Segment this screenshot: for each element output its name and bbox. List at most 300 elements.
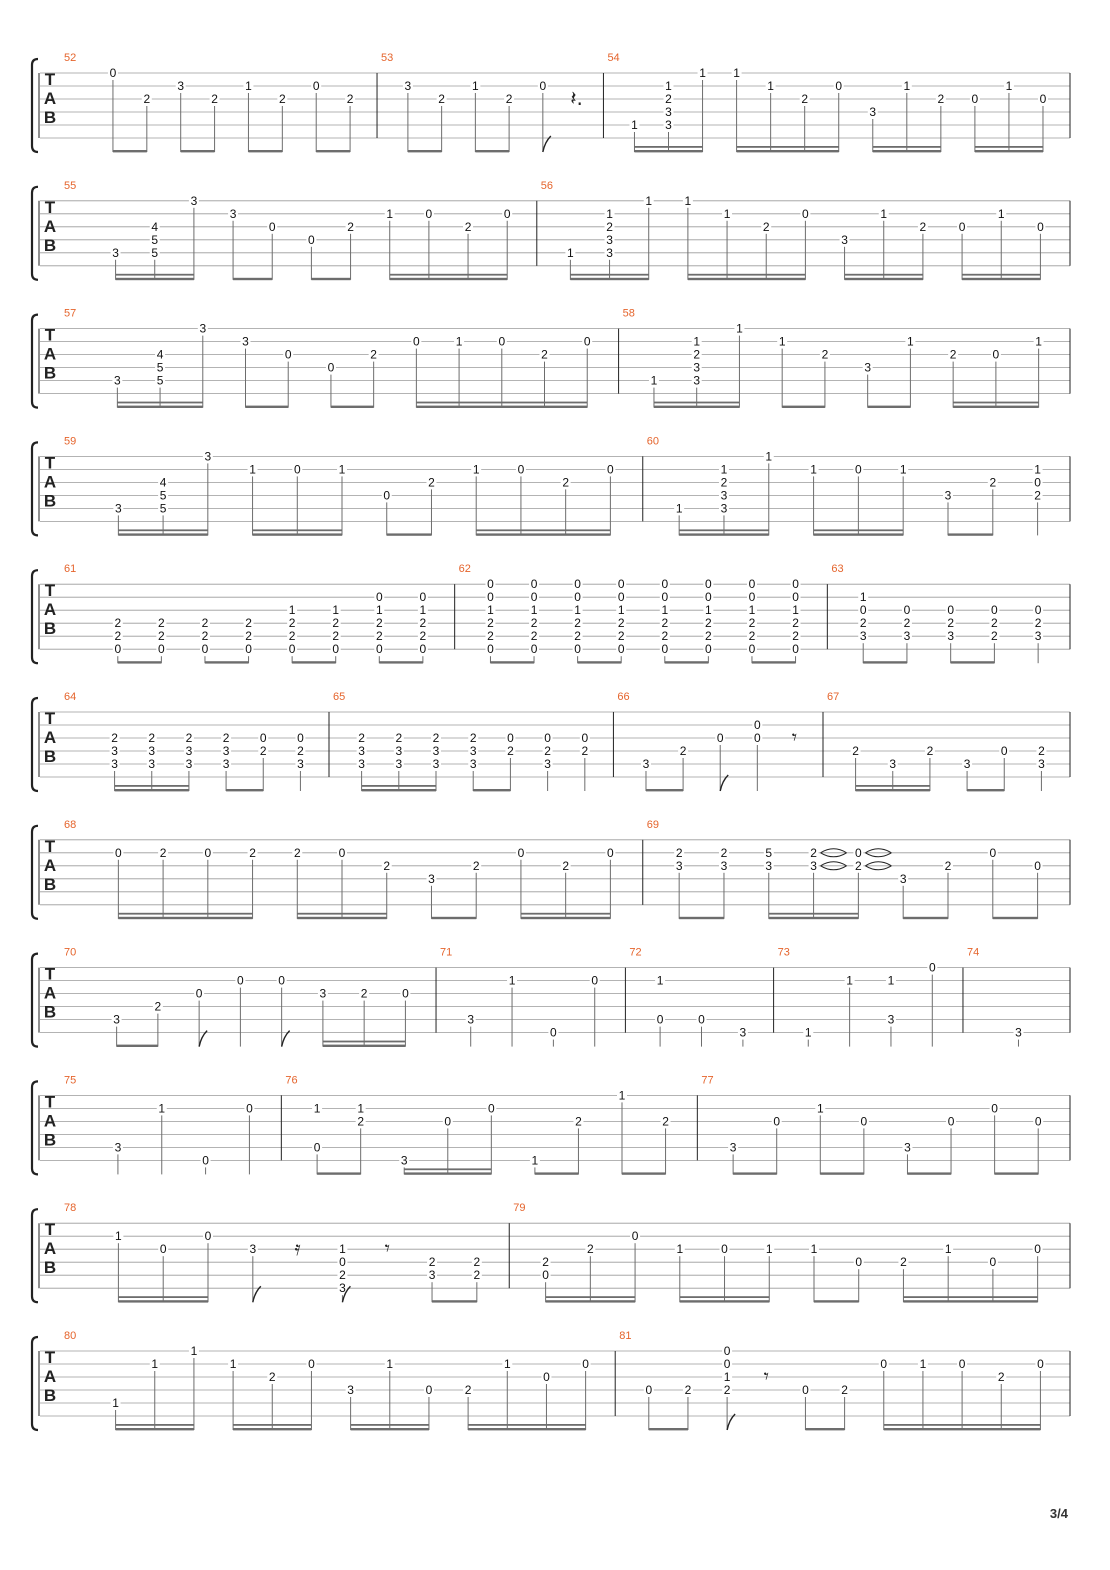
fret-number: 1 xyxy=(288,603,296,618)
fret-number: 3 xyxy=(963,757,971,771)
note-beam-secondary xyxy=(856,785,930,787)
fret-number: 0 xyxy=(332,642,340,657)
note-beam xyxy=(118,661,162,663)
note-beam xyxy=(820,1172,864,1174)
fret-number: 0 xyxy=(631,1229,639,1244)
note-beam-secondary xyxy=(297,913,386,915)
fret-number: 2 xyxy=(675,845,683,860)
fret-number: 1 xyxy=(919,1357,927,1371)
tab-clef-letter: B xyxy=(43,874,57,894)
fret-number: 5 xyxy=(151,232,159,247)
note-beam-secondary xyxy=(351,1424,429,1426)
note-beam xyxy=(578,661,622,663)
fret-number: 1 xyxy=(487,603,494,618)
fret-number: 0 xyxy=(530,577,538,592)
fret-number: 2 xyxy=(810,845,817,860)
fret-number: 0 xyxy=(753,731,761,745)
note-beam xyxy=(903,917,948,919)
fret-number: 0 xyxy=(645,1383,653,1397)
fret-number: 0 xyxy=(278,973,285,988)
fret-number: 0 xyxy=(748,577,756,592)
fret-number: 2 xyxy=(617,629,625,644)
fret-number: 2 xyxy=(542,1255,549,1270)
tab-clef-letter: B xyxy=(43,619,57,639)
fret-number: 2 xyxy=(432,731,440,745)
fret-number: 4 xyxy=(156,347,164,362)
fret-number: 3 xyxy=(693,373,701,388)
fret-number: 1 xyxy=(661,603,669,618)
fret-number: 1 xyxy=(1005,79,1013,93)
fret-number: 3 xyxy=(1038,757,1045,771)
note-beam-secondary xyxy=(679,529,769,531)
fret-number: 0 xyxy=(308,1357,315,1371)
fret-number: 0 xyxy=(880,1357,888,1371)
fret-number: 0 xyxy=(958,219,966,234)
fret-number: 2 xyxy=(530,616,538,631)
fret-number: 2 xyxy=(903,616,911,631)
fret-number: 3 xyxy=(720,488,728,503)
tab-clef-letter: T xyxy=(44,709,56,728)
fret-number: 1 xyxy=(190,1344,198,1358)
fret-number: 1 xyxy=(720,462,728,477)
fret-number: 2 xyxy=(530,629,538,644)
measure-number: 54 xyxy=(607,52,620,64)
fret-number: 1 xyxy=(723,206,731,221)
note-beam xyxy=(679,533,769,535)
fret-number: 2 xyxy=(211,92,218,106)
note-beam xyxy=(116,278,194,280)
fret-number: 0 xyxy=(444,1114,452,1129)
tab-clef-letter: T xyxy=(44,964,56,984)
fret-number: 2 xyxy=(201,629,209,644)
fret-number: 0 xyxy=(543,1370,550,1384)
fret-number: 0 xyxy=(860,1114,868,1129)
fret-number: 2 xyxy=(801,92,809,106)
fret-number: 1 xyxy=(675,501,683,516)
note-beam xyxy=(907,1172,951,1174)
note-beam xyxy=(468,1428,586,1430)
fret-number: 2 xyxy=(428,475,435,490)
fret-number: 3 xyxy=(810,858,817,873)
fret-number: 2 xyxy=(278,92,286,106)
fret-number: 3 xyxy=(469,757,477,771)
fret-number: 0 xyxy=(115,845,122,860)
fret-number: 0 xyxy=(498,334,506,349)
measure-number: 70 xyxy=(64,946,77,959)
measure-number: 61 xyxy=(64,563,77,576)
note-beam xyxy=(475,150,509,152)
measure-number: 65 xyxy=(333,691,346,703)
fret-number: 0 xyxy=(574,590,581,605)
fret-number: 2 xyxy=(159,845,167,860)
fret-number: 2 xyxy=(507,744,514,758)
system-bracket xyxy=(32,442,38,535)
fret-number: 5 xyxy=(159,488,167,503)
fret-number: 0 xyxy=(607,845,614,860)
fret-number: 1 xyxy=(339,1242,346,1257)
fret-number: 2 xyxy=(606,219,613,234)
fret-number: 2 xyxy=(143,92,151,106)
fret-number: 0 xyxy=(1034,1114,1042,1129)
fret-number: 3 xyxy=(249,1242,257,1257)
fret-number: 0 xyxy=(284,347,292,362)
note-beam xyxy=(351,1428,429,1430)
fret-number: 2 xyxy=(947,616,955,631)
fret-number: 1 xyxy=(567,245,574,260)
fret-number: 1 xyxy=(767,79,774,93)
fret-number: 4 xyxy=(159,475,167,490)
note-beam xyxy=(951,661,995,663)
fret-number: 2 xyxy=(370,347,377,362)
measure-number: 57 xyxy=(64,307,77,320)
note-beam xyxy=(769,917,859,919)
fret-number: 2 xyxy=(855,858,862,873)
note-beam-secondary xyxy=(654,402,739,404)
fret-number: 0 xyxy=(991,603,998,618)
fret-number: 2 xyxy=(332,616,340,631)
fret-number: 0 xyxy=(259,731,267,745)
note-beam-secondary xyxy=(117,402,202,404)
fret-number: 2 xyxy=(989,475,997,490)
fret-number: 0 xyxy=(1034,475,1041,490)
fret-number: 1 xyxy=(810,462,817,477)
fret-number: 2 xyxy=(748,629,756,644)
fret-number: 2 xyxy=(919,219,927,234)
tab-clef-letter: T xyxy=(44,1348,56,1367)
fret-number: 0 xyxy=(158,642,165,657)
note-beam xyxy=(490,661,534,663)
fret-number: 2 xyxy=(944,858,952,873)
note-beam-secondary xyxy=(903,1296,1037,1298)
fret-number: 1 xyxy=(748,603,756,618)
fret-number: 1 xyxy=(765,449,773,464)
fret-number: 3 xyxy=(112,245,119,260)
fret-number: 2 xyxy=(158,616,165,631)
fret-number: 2 xyxy=(293,845,301,860)
measure-number: 52 xyxy=(64,52,77,64)
tab-clef-letter: A xyxy=(43,216,57,236)
tab-clef-letter: A xyxy=(43,1367,57,1386)
note-beam xyxy=(953,406,1038,408)
fret-number: 1 xyxy=(1035,334,1042,349)
measure-number: 62 xyxy=(458,563,471,576)
fret-number: 2 xyxy=(792,616,799,631)
note-beam xyxy=(903,1300,1037,1302)
fret-number: 0 xyxy=(245,642,252,657)
fret-number: 0 xyxy=(989,1255,997,1270)
fret-number: 0 xyxy=(617,590,625,605)
system-bracket xyxy=(32,187,38,280)
fret-number: 0 xyxy=(375,642,383,657)
measure-number: 55 xyxy=(64,179,77,192)
fret-number: 0 xyxy=(204,845,212,860)
measure-number: 53 xyxy=(381,52,394,64)
fret-number: 0 xyxy=(705,642,712,657)
fret-number: 0 xyxy=(1039,92,1047,106)
note-beam xyxy=(856,789,930,791)
fret-number: 1 xyxy=(115,1229,122,1244)
fret-number: 2 xyxy=(487,616,494,631)
fret-number: 0 xyxy=(413,334,420,349)
fret-number: 0 xyxy=(530,590,538,605)
fret-number: 2 xyxy=(288,629,296,644)
system-bracket xyxy=(32,826,38,919)
fret-number: 3 xyxy=(904,1140,911,1155)
fret-number: 0 xyxy=(591,973,599,988)
fret-number: 2 xyxy=(360,986,368,1001)
fret-number: 2 xyxy=(762,219,770,234)
note-beam xyxy=(253,533,342,535)
fret-number: 3 xyxy=(204,449,212,464)
fret-number: 2 xyxy=(472,858,480,873)
fret-number: 1 xyxy=(574,603,581,618)
fret-number: 1 xyxy=(880,206,888,221)
rest-symbol: 𝄾 xyxy=(763,1364,769,1388)
fret-number: 0 xyxy=(503,206,511,221)
note-beam-secondary xyxy=(116,1424,194,1426)
fret-number: 1 xyxy=(455,334,463,349)
fret-number: 1 xyxy=(733,66,740,80)
note-beam xyxy=(570,278,648,280)
note-beam-secondary xyxy=(769,913,859,915)
fret-number: 1 xyxy=(357,1101,365,1116)
fret-number: 5 xyxy=(156,360,164,375)
fret-number: 3 xyxy=(720,858,728,873)
fret-number: 0 xyxy=(802,1383,809,1397)
fret-number: 2 xyxy=(114,616,122,631)
rest-symbol: 𝄾 xyxy=(384,1236,390,1261)
fret-number: 2 xyxy=(185,731,193,745)
fret-number: 2 xyxy=(464,1383,472,1397)
page-number: 3/4 xyxy=(1049,1506,1068,1521)
fret-number: 1 xyxy=(765,1242,773,1257)
fret-number: 1 xyxy=(907,334,914,349)
measure-number: 75 xyxy=(64,1074,77,1087)
tab-clef-letter: T xyxy=(44,70,56,89)
fret-number: 3 xyxy=(242,334,249,349)
note-beam xyxy=(316,150,350,152)
fret-number: 2 xyxy=(684,1383,692,1397)
tab-clef-letter: B xyxy=(43,1258,57,1278)
fret-number: 3 xyxy=(606,232,613,247)
system-bracket xyxy=(32,1337,38,1430)
fret-number: 0 xyxy=(947,1114,955,1129)
fret-number: 2 xyxy=(544,744,551,758)
fret-number: 0 xyxy=(835,79,843,93)
fret-number: 2 xyxy=(375,616,383,631)
fret-number: 0 xyxy=(1034,1242,1041,1257)
tab-clef-letter: T xyxy=(44,836,56,856)
note-beam xyxy=(814,1300,859,1302)
fret-number: 1 xyxy=(699,66,706,80)
fret-number: 0 xyxy=(293,462,301,477)
fret-number: 2 xyxy=(395,731,403,745)
note-beam-secondary xyxy=(884,1424,1041,1426)
tab-clef-letter: T xyxy=(44,325,56,345)
fret-number: 1 xyxy=(503,1357,511,1371)
fret-number: 2 xyxy=(383,858,391,873)
note-beam-secondary xyxy=(416,402,587,404)
fret-number: 1 xyxy=(531,1153,539,1168)
fret-number: 0 xyxy=(268,219,276,234)
note-beam xyxy=(117,406,202,408)
fret-number: 0 xyxy=(402,986,409,1001)
fret-number: 0 xyxy=(109,66,117,80)
fret-number: 1 xyxy=(617,603,625,618)
rest-symbol: 𝄾 xyxy=(791,725,798,749)
measure-number: 69 xyxy=(646,818,660,831)
fret-number: 3 xyxy=(544,757,551,771)
note-beam xyxy=(311,278,350,280)
fret-number: 1 xyxy=(887,973,895,988)
fret-number: 3 xyxy=(115,501,122,516)
fret-number: 2 xyxy=(1038,744,1045,758)
fret-number: 2 xyxy=(541,347,548,362)
note-beam xyxy=(233,1428,311,1430)
measure-number: 72 xyxy=(629,946,642,959)
fret-number: 1 xyxy=(472,79,479,93)
fret-number: 2 xyxy=(222,731,230,745)
fret-number: 3 xyxy=(642,757,650,771)
fret-number: 2 xyxy=(661,616,669,631)
fret-number: 1 xyxy=(810,1242,818,1257)
fret-number: 2 xyxy=(581,744,589,758)
fret-number: 2 xyxy=(821,347,829,362)
note-beam xyxy=(737,150,839,152)
fret-number: 1 xyxy=(249,462,256,477)
fret-number: 2 xyxy=(259,744,267,758)
fret-number: 3 xyxy=(428,1268,436,1283)
fret-number: 2 xyxy=(586,1242,594,1257)
fret-number: 2 xyxy=(991,616,998,631)
system-bracket xyxy=(32,698,38,791)
fret-number: 3 xyxy=(665,105,672,119)
fret-number: 0 xyxy=(721,1242,728,1257)
fret-number: 3 xyxy=(229,206,237,221)
fret-number: 3 xyxy=(606,245,613,260)
fret-number: 3 xyxy=(1034,629,1042,644)
measure-number: 78 xyxy=(64,1202,77,1215)
note-beam xyxy=(993,917,1038,919)
note-beam-secondary xyxy=(116,274,194,276)
fret-number: 0 xyxy=(530,642,538,657)
note-beam-secondary xyxy=(975,146,1043,148)
fret-number: 0 xyxy=(582,1357,589,1371)
fret-number: 2 xyxy=(114,629,122,644)
fret-number: 3 xyxy=(190,193,198,208)
fret-number: 0 xyxy=(928,960,936,975)
fret-number: 2 xyxy=(473,1255,481,1270)
fret-number: 3 xyxy=(148,757,156,771)
note-beam xyxy=(546,1300,635,1302)
fret-number: 3 xyxy=(404,79,412,93)
fret-number: 2 xyxy=(859,616,867,631)
measure-number: 67 xyxy=(827,691,840,703)
note-beam xyxy=(331,406,374,408)
fret-number: 2 xyxy=(575,1114,582,1129)
fret-number: 2 xyxy=(339,1268,346,1283)
note-beam xyxy=(521,917,610,919)
fret-number: 0 xyxy=(487,642,494,657)
fret-number: 3 xyxy=(339,1281,346,1296)
note-beam-secondary xyxy=(688,274,806,276)
fret-number: 3 xyxy=(859,629,867,644)
fret-number: 2 xyxy=(679,744,687,758)
fret-number: 2 xyxy=(148,731,156,745)
fret-number: 0 xyxy=(312,79,320,93)
fret-number: 0 xyxy=(1034,603,1042,618)
note-beam xyxy=(884,1428,1041,1430)
fret-number: 1 xyxy=(508,973,516,988)
fret-number: 0 xyxy=(202,1153,209,1168)
fret-number: 2 xyxy=(693,347,701,362)
fret-number: 2 xyxy=(464,219,472,234)
fret-number: 1 xyxy=(618,1088,626,1103)
note-beam xyxy=(752,661,796,663)
note-beam xyxy=(113,150,147,152)
fret-number: 0 xyxy=(327,360,335,375)
fret-number: 0 xyxy=(802,206,809,221)
fret-number: 3 xyxy=(114,1140,122,1155)
fret-number: 3 xyxy=(222,757,230,771)
fret-number: 2 xyxy=(473,1268,481,1283)
note-beam xyxy=(688,278,806,280)
fret-number: 2 xyxy=(297,744,304,758)
fret-number: 0 xyxy=(581,731,589,745)
fret-number: 1 xyxy=(1034,462,1041,477)
note-beam-secondary xyxy=(953,402,1038,404)
fret-number: 2 xyxy=(705,616,712,631)
measure-number: 68 xyxy=(64,818,77,831)
note-beam xyxy=(404,1172,491,1174)
tab-clef-letter: T xyxy=(44,197,56,217)
fret-number: 0 xyxy=(947,603,955,618)
fret-number: 2 xyxy=(154,999,162,1014)
fret-number: 0 xyxy=(159,1242,167,1257)
fret-number: 0 xyxy=(617,642,625,657)
fret-number: 3 xyxy=(113,1012,120,1027)
note-beam xyxy=(432,1300,477,1302)
fret-number: 2 xyxy=(1034,488,1041,503)
fret-number: 2 xyxy=(245,629,252,644)
fret-number: 3 xyxy=(222,744,230,758)
fret-number: 0 xyxy=(288,642,296,657)
tab-clef-letter: A xyxy=(43,855,57,875)
fret-number: 1 xyxy=(846,973,853,988)
fret-number: 2 xyxy=(841,1383,848,1397)
rest-symbol: 𝄿 xyxy=(294,1236,301,1261)
fret-number: 2 xyxy=(562,858,570,873)
fret-number: 2 xyxy=(375,629,383,644)
fret-number: 1 xyxy=(944,1242,952,1257)
tab-clef-letter: A xyxy=(43,1239,57,1259)
fret-number: 1 xyxy=(606,206,613,221)
tab-clef-letter: B xyxy=(43,747,57,766)
fret-number: 0 xyxy=(574,577,581,592)
fret-number: 0 xyxy=(855,845,862,860)
note-beam xyxy=(118,917,252,919)
fret-number: 0 xyxy=(792,642,799,657)
note-beam xyxy=(387,533,432,535)
fret-number: 2 xyxy=(111,731,118,745)
fret-number: 1 xyxy=(804,1025,812,1040)
tab-clef-letter: A xyxy=(43,1111,57,1131)
fret-number: 0 xyxy=(991,1101,998,1116)
fret-number: 3 xyxy=(903,629,911,644)
note-beam xyxy=(873,150,941,152)
measure-number: 63 xyxy=(831,563,844,576)
rest-symbol: 𝄽. xyxy=(570,86,583,110)
